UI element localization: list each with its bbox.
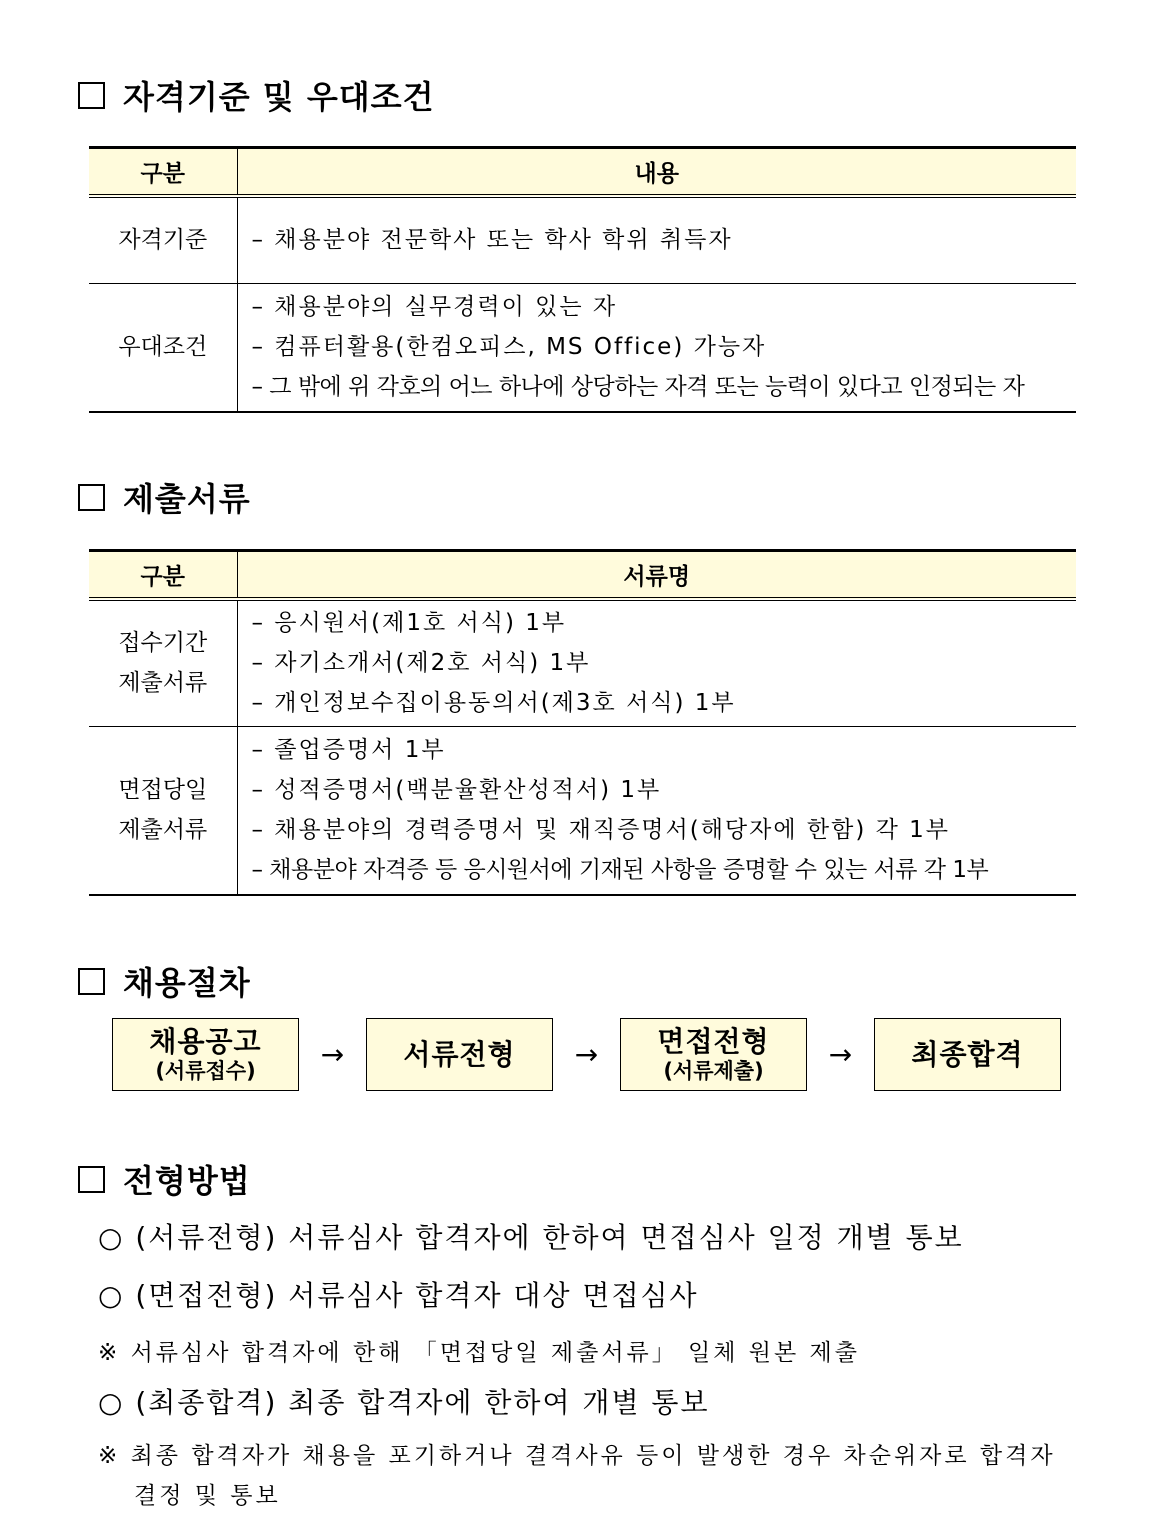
method-note: ※ 서류심사 합격자에 한해 「면접당일 제출서류」 일체 원본 제출 [98,1340,860,1366]
process-step [366,1018,553,1091]
section-title-text: 전형방법 [123,1162,251,1200]
checkbox-square-icon [78,1166,105,1193]
row-content [237,196,1076,284]
method-item: ○ (최종합격) 최종 합격자에 한하여 개별 통보 [98,1386,710,1419]
content-line: – 자기소개서(제2호 서식) 1부 [251,650,591,677]
row-category [89,727,237,895]
qualifications-table [89,146,1076,413]
process-step [620,1018,807,1091]
content-line: – 채용분야의 경력증명서 및 재직증명서(해당자에 한함) 각 1부 [251,817,950,844]
table-header-row [89,551,1076,599]
table-row [89,284,1076,412]
content-line: – 개인정보수집이용동의서(제3호 서식) 1부 [251,690,736,717]
right-arrow-icon: → [320,1038,345,1071]
content-line: – 컴퓨터활용(한컴오피스, MS Office) 가능자 [251,334,767,361]
section-title-text: 자격기준 및 우대조건 [123,78,435,116]
documents-table [89,549,1076,896]
right-arrow-icon: → [828,1038,853,1071]
section-title-text: 채용절차 [123,964,251,1002]
header-category: 구분 [89,148,237,196]
header-content: 서류명 [237,551,1076,599]
checkbox-square-icon [78,968,105,995]
section-title-documents [78,474,251,520]
header-category: 구분 [89,551,237,599]
checkbox-square-icon [78,484,105,511]
section-title-text: 제출서류 [123,480,251,518]
row-category [89,599,237,727]
content-line: – 그 밖에 위 각호의 어느 하나에 상당하는 자격 또는 능력이 있다고 인정되는 자 [251,374,1025,401]
checkbox-square-icon [78,82,105,109]
header-content: 내용 [237,148,1076,196]
section-title-process [78,958,251,1004]
step-main-label: 최종합격 [911,1037,1024,1071]
method-item: ○ (면접전형) 서류심사 합격자 대상 면접심사 [98,1279,699,1312]
content-line: – 채용분야 전문학사 또는 학사 학위 취득자 [251,227,733,254]
category-line: 접수기간 [118,630,208,657]
table-header-row [89,148,1076,196]
step-sub-label: (서류접수) [155,1058,256,1083]
content-line: – 채용분야의 실무경력이 있는 자 [251,294,618,321]
final-note-line: ※ 최종 합격자가 채용을 포기하거나 결격사유 등이 발생한 경우 차순위자로 합격자 [98,1443,1056,1469]
final-note [98,1436,1078,1516]
row-category: 우대조건 [89,284,237,412]
step-sub-label: (서류제출) [663,1058,764,1083]
process-flow [112,1018,1061,1091]
step-main-label: 서류전형 [403,1037,516,1071]
content-line: – 성적증명서(백분율환산성적서) 1부 [251,777,662,804]
final-note-line: 결정 및 통보 [134,1483,281,1509]
row-content [237,599,1076,727]
content-line: – 응시원서(제1호 서식) 1부 [251,610,567,637]
row-category: 자격기준 [89,196,237,284]
section-title-method [78,1156,251,1202]
category-line: 면접당일 [118,777,208,804]
row-content [237,284,1076,412]
row-content [237,727,1076,895]
table-row [89,599,1076,727]
section-title-qualifications [78,72,435,118]
table-row [89,727,1076,895]
content-line: – 채용분야 자격증 등 응시원서에 기재된 사항을 증명할 수 있는 서류 각 1부 [251,857,989,884]
process-step [112,1018,299,1091]
table-row [89,196,1076,284]
method-item: ○ (서류전형) 서류심사 합격자에 한하여 면접심사 일정 개별 통보 [98,1221,964,1254]
process-step [874,1018,1061,1091]
step-main-label: 채용공고 [149,1024,262,1058]
category-line: 제출서류 [118,817,208,844]
content-line: – 졸업증명서 1부 [251,737,446,764]
category-line: 제출서류 [118,670,208,697]
step-main-label: 면접전형 [657,1024,770,1058]
right-arrow-icon: → [574,1038,599,1071]
